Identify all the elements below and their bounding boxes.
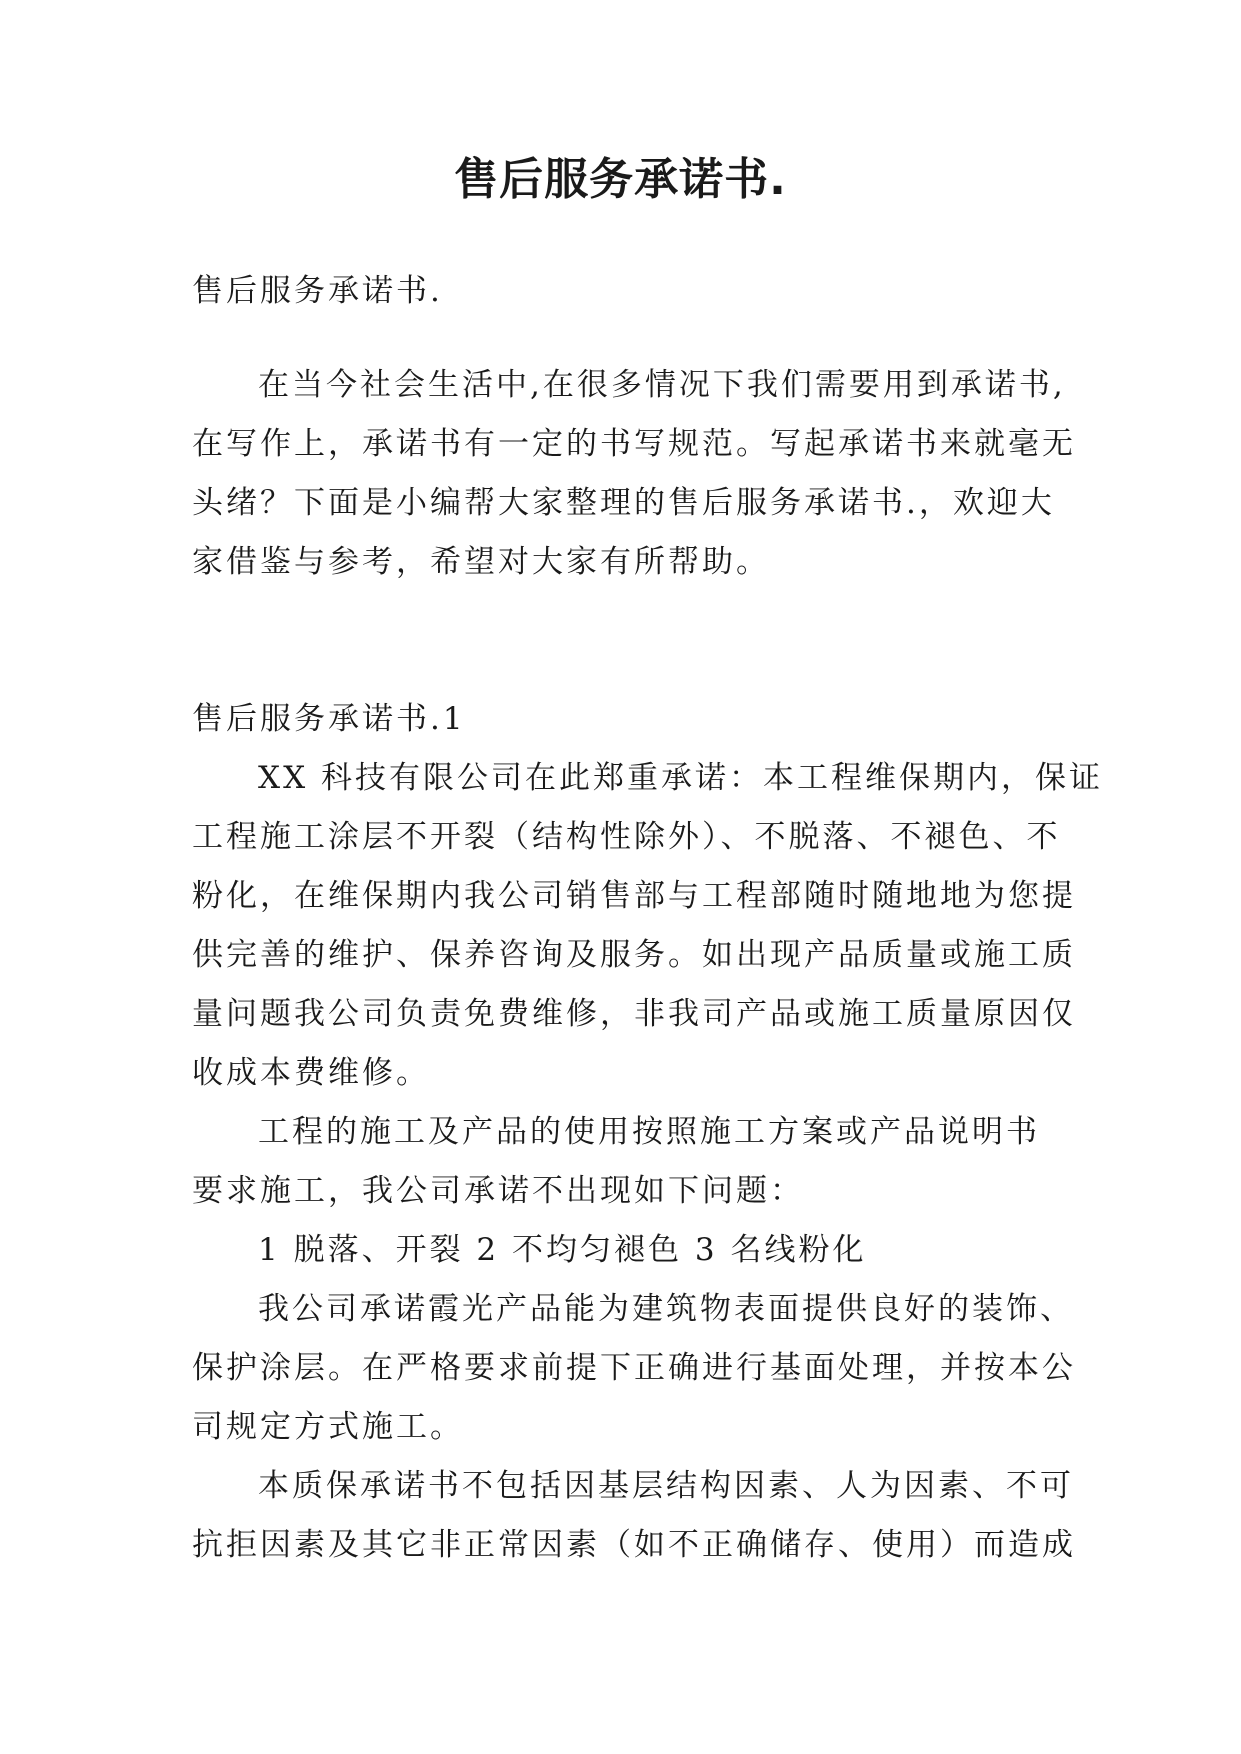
paragraph-line: 粉化，在维保期内我公司销售部与工程部随时随地地为您提 xyxy=(192,878,1076,914)
intro-line: 在写作上，承诺书有一定的书写规范。写起承诺书来就毫无 xyxy=(192,426,1076,462)
paragraph-line: 1 脱落、开裂 2 不均匀褪色 3 名线粉化 xyxy=(258,1232,867,1268)
paragraph-line: 抗拒因素及其它非正常因素（如不正确储存、使用）而造成 xyxy=(192,1527,1076,1563)
intro-line: 头绪？下面是小编帮大家整理的售后服务承诺书.，欢迎大 xyxy=(192,485,1055,521)
intro-line: 家借鉴与参考，希望对大家有所帮助。 xyxy=(192,544,770,580)
document-subtitle xyxy=(192,262,1062,321)
section-body xyxy=(192,749,1103,1575)
subtitle-line: 售后服务承诺书. xyxy=(192,273,443,309)
paragraph-line: 量问题我公司负责免费维修，非我司产品或施工质量原因仅 xyxy=(192,996,1076,1032)
paragraph-line: 供完善的维护、保养咨询及服务。如出现产品质量或施工质 xyxy=(192,937,1076,973)
paragraph-line: XX 科技有限公司在此郑重承诺：本工程维保期内，保证 xyxy=(258,760,1103,796)
intro-line: 在当今社会生活中,在很多情况下我们需要用到承诺书, xyxy=(258,367,1066,403)
paragraph-line: 工程的施工及产品的使用按照施工方案或产品说明书 xyxy=(258,1114,1040,1150)
document-title: 售后服务承诺书. xyxy=(454,154,787,205)
paragraph-line: 司规定方式施工。 xyxy=(192,1409,464,1445)
intro-paragraph xyxy=(192,356,1076,592)
paragraph-line: 保护涂层。在严格要求前提下正确进行基面处理，并按本公 xyxy=(192,1350,1076,1386)
paragraph-line: 本质保承诺书不包括因基层结构因素、人为因素、不可 xyxy=(258,1468,1074,1504)
paragraph-line: 工程施工涂层不开裂（结构性除外）、不脱落、不褪色、不 xyxy=(192,819,1061,855)
section-heading xyxy=(192,690,1062,749)
paragraph-line: 要求施工，我公司承诺不出现如下问题： xyxy=(192,1173,804,1209)
paragraph-line: 收成本费维修。 xyxy=(192,1055,430,1091)
section-heading-text: 售后服务承诺书.1 xyxy=(192,701,466,737)
paragraph-line: 我公司承诺霞光产品能为建筑物表面提供良好的装饰、 xyxy=(258,1291,1074,1327)
